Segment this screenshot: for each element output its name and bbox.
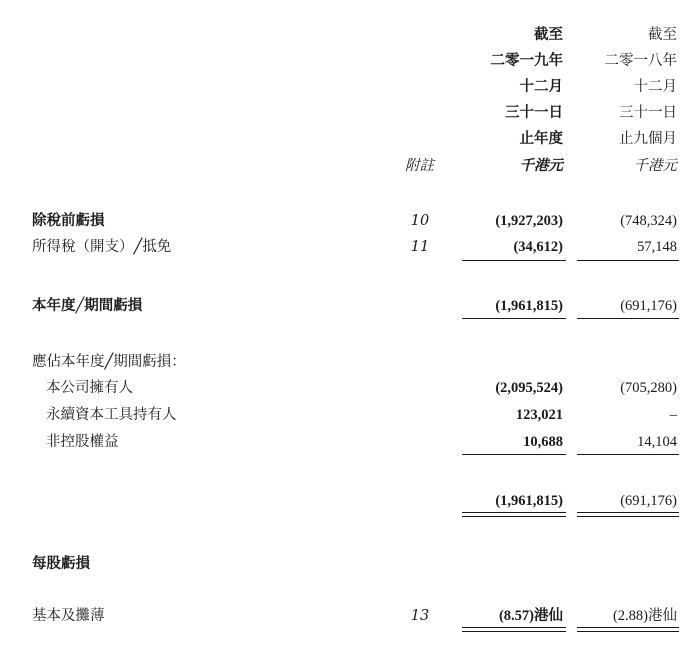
row-total-current: (1,961,815)	[495, 493, 563, 509]
total-double-rule-current	[462, 512, 566, 517]
row-eps-label: 基本及攤薄	[32, 608, 105, 624]
row-eps-previous: (2.88)港仙	[612, 608, 677, 624]
row-perpetual-current: 123,021	[515, 407, 563, 423]
eps-double-rule-previous	[577, 627, 679, 632]
header-current-line-2: 二零一九年	[490, 52, 563, 69]
header-current-line-5: 止年度	[519, 130, 563, 147]
row-nci-previous: 14,104	[637, 434, 677, 450]
row-total-previous: (691,176)	[620, 493, 677, 509]
header-previous-line-2: 二零一八年	[604, 53, 677, 69]
attributable-heading: 應佔本年度╱期間虧損：	[32, 354, 186, 370]
header-previous-line-3: 十二月	[633, 79, 677, 95]
row-loss-before-tax-current: (1,927,203)	[495, 213, 563, 229]
period-loss-rule-current	[462, 318, 566, 319]
row-loss-for-period-label: 本年度╱期間虧損	[32, 297, 143, 314]
header-previous-line-4: 三十一日	[619, 105, 677, 121]
period-loss-rule-previous	[577, 318, 679, 319]
row-loss-for-period-previous: (691,176)	[620, 298, 677, 314]
row-perpetual-label: 永續資本工具持有人	[46, 407, 177, 423]
header-current-unit: 千港元	[519, 157, 563, 174]
row-loss-before-tax-label: 除稅前虧損	[32, 212, 105, 229]
eps-double-rule-current	[462, 627, 566, 632]
row-income-tax-label: 所得稅（開支）╱抵免	[32, 239, 172, 255]
eps-heading: 每股虧損	[32, 555, 90, 572]
subtotal-rule-current	[462, 260, 566, 261]
header-current-line-4: 三十一日	[505, 104, 563, 121]
header-current-line-3: 十二月	[519, 78, 563, 95]
header-current-line-1: 截至	[534, 26, 563, 43]
row-income-tax-note: 11	[410, 239, 430, 255]
row-perpetual-previous: –	[669, 407, 677, 423]
row-income-tax-current: (34,612)	[513, 239, 563, 255]
subtotal-rule-previous	[577, 260, 679, 261]
row-income-tax-previous: 57,148	[637, 239, 677, 255]
row-eps-current: (8.57)港仙	[498, 608, 563, 624]
row-nci-label: 非控股權益	[46, 434, 119, 450]
row-loss-before-tax-note: 10	[410, 213, 430, 229]
row-owners-previous: (705,280)	[620, 380, 677, 396]
row-loss-for-period-current: (1,961,815)	[495, 298, 563, 314]
nci-rule-previous	[577, 454, 679, 455]
header-previous-unit: 千港元	[633, 158, 677, 174]
header-note-label: 附註	[405, 158, 434, 174]
header-previous-line-5: 止九個月	[619, 131, 677, 147]
row-nci-current: 10,688	[523, 434, 563, 450]
row-eps-note: 13	[410, 608, 430, 624]
header-previous-line-1: 截至	[648, 27, 677, 43]
row-owners-current: (2,095,524)	[495, 380, 563, 396]
row-owners-label: 本公司擁有人	[46, 380, 133, 396]
total-double-rule-previous	[577, 512, 679, 517]
row-loss-before-tax-previous: (748,324)	[620, 213, 677, 229]
nci-rule-current	[462, 454, 566, 455]
